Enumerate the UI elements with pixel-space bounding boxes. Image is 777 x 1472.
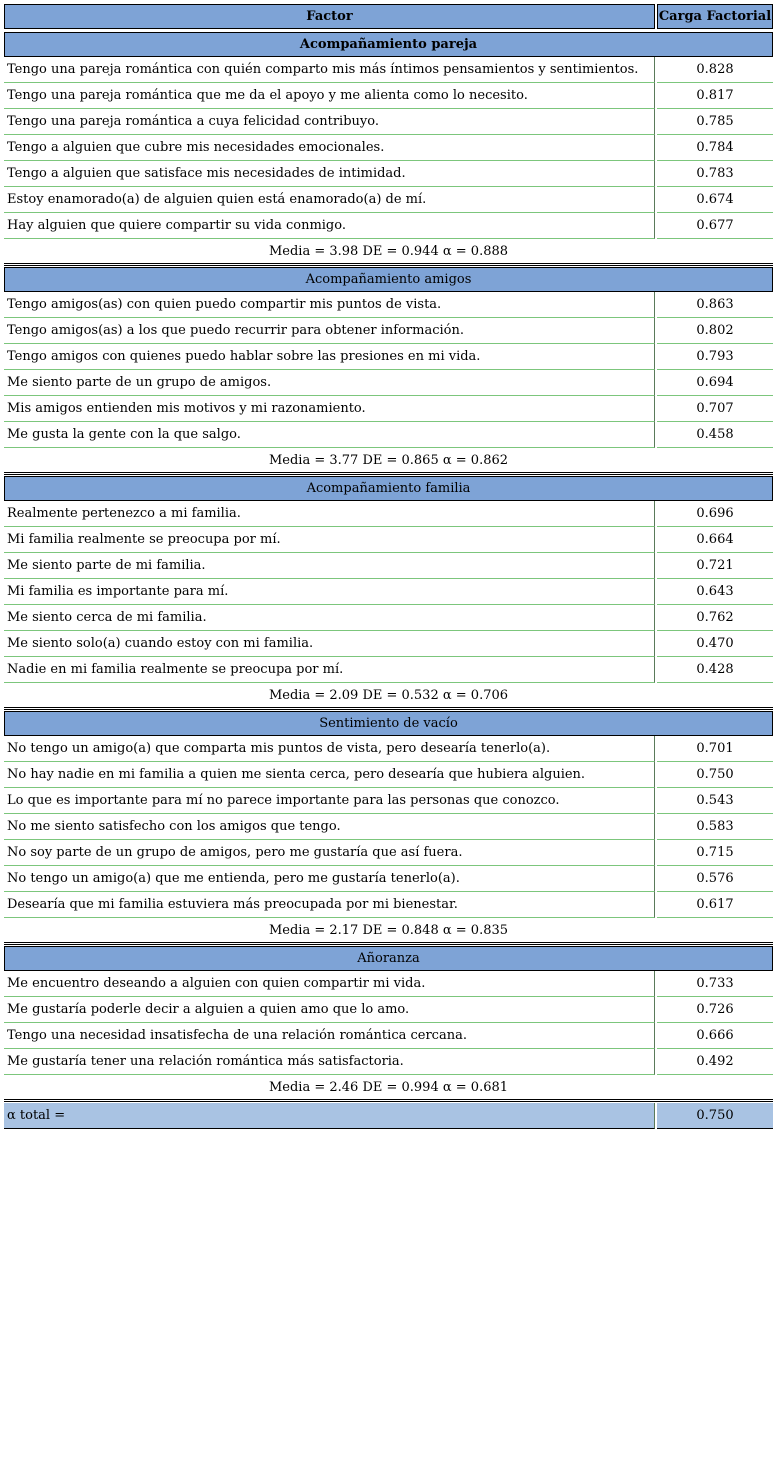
item-text: Tengo amigos(as) a los que puedo recurrir para obtener información. <box>4 318 655 344</box>
item-loading: 0.721 <box>657 553 773 579</box>
table-row <box>4 501 773 527</box>
table-row <box>4 736 773 762</box>
table-row <box>4 971 773 997</box>
section-title: Acompañamiento pareja <box>4 32 773 57</box>
item-text: Me siento cerca de mi familia. <box>4 605 655 631</box>
item-loading: 0.674 <box>657 187 773 213</box>
item-loading: 0.576 <box>657 866 773 892</box>
table-row <box>4 213 773 239</box>
table-row <box>4 892 773 918</box>
item-text: No soy parte de un grupo de amigos, pero me gustaría que así fuera. <box>4 840 655 866</box>
item-loading: 0.492 <box>657 1049 773 1075</box>
table-header <box>4 4 773 30</box>
item-text: No tengo un amigo(a) que me entienda, pero me gustaría tenerlo(a). <box>4 866 655 892</box>
item-loading: 0.784 <box>657 135 773 161</box>
table-row <box>4 997 773 1023</box>
table-row <box>4 83 773 109</box>
item-loading: 0.677 <box>657 213 773 239</box>
item-loading: 0.793 <box>657 344 773 370</box>
item-text: Tengo una pareja romántica que me da el apoyo y me alienta como lo necesito. <box>4 83 655 109</box>
item-text: Hay alguien que quiere compartir su vida conmigo. <box>4 213 655 239</box>
item-loading: 0.543 <box>657 788 773 814</box>
item-loading: 0.785 <box>657 109 773 135</box>
item-loading: 0.458 <box>657 422 773 448</box>
item-loading: 0.428 <box>657 657 773 683</box>
item-loading: 0.726 <box>657 997 773 1023</box>
item-text: Me siento parte de mi familia. <box>4 553 655 579</box>
item-text: Tengo una pareja romántica a cuya felicidad contribuyo. <box>4 109 655 135</box>
table-row <box>4 135 773 161</box>
table-row <box>4 109 773 135</box>
item-text: Tengo a alguien que cubre mis necesidades emocionales. <box>4 135 655 161</box>
item-loading: 0.802 <box>657 318 773 344</box>
item-text: Tengo amigos(as) con quien puedo compartir mis puntos de vista. <box>4 292 655 318</box>
section-summary <box>4 448 773 475</box>
item-text: No me siento satisfecho con los amigos que tengo. <box>4 814 655 840</box>
table-row <box>4 396 773 422</box>
item-loading: 0.750 <box>657 762 773 788</box>
item-text: Realmente pertenezco a mi familia. <box>4 501 655 527</box>
section-header <box>4 32 773 57</box>
section-summary <box>4 239 773 266</box>
item-text: Me siento solo(a) cuando estoy con mi familia. <box>4 631 655 657</box>
table-row <box>4 866 773 892</box>
item-loading: 0.666 <box>657 1023 773 1049</box>
table-row <box>4 605 773 631</box>
table-row <box>4 1023 773 1049</box>
summary-text: Media = 2.46 DE = 0.994 α = 0.681 <box>268 1079 509 1095</box>
item-loading: 0.783 <box>657 161 773 187</box>
table-row <box>4 370 773 396</box>
section-header <box>4 711 773 736</box>
table-row <box>4 553 773 579</box>
item-loading: 0.707 <box>657 396 773 422</box>
table-row <box>4 527 773 553</box>
item-text: No hay nadie en mi familia a quien me sienta cerca, pero desearía que hubiera alguien. <box>4 762 655 788</box>
item-text: Tengo a alguien que satisface mis necesidades de intimidad. <box>4 161 655 187</box>
section-title: Acompañamiento amigos <box>4 267 773 292</box>
table-row <box>4 161 773 187</box>
section-summary <box>4 1075 773 1102</box>
item-loading: 0.664 <box>657 527 773 553</box>
table-row <box>4 292 773 318</box>
section-header <box>4 267 773 292</box>
item-text: Me encuentro deseando a alguien con quien compartir mi vida. <box>4 971 655 997</box>
loading-column-header: Carga Factorial <box>657 4 773 29</box>
section-title: Sentimiento de vacío <box>4 711 773 736</box>
summary-text: Media = 2.17 DE = 0.848 α = 0.835 <box>268 922 509 938</box>
item-text: Nadie en mi familia realmente se preocupa por mí. <box>4 657 655 683</box>
item-loading: 0.617 <box>657 892 773 918</box>
table-row <box>4 814 773 840</box>
table-row <box>4 57 773 83</box>
table-row <box>4 762 773 788</box>
section-header <box>4 476 773 501</box>
table-body <box>4 32 773 1102</box>
summary-text: Media = 3.77 DE = 0.865 α = 0.862 <box>268 452 509 468</box>
item-text: Mi familia es importante para mí. <box>4 579 655 605</box>
item-text: Estoy enamorado(a) de alguien quien está enamorado(a) de mí. <box>4 187 655 213</box>
table-row <box>4 1049 773 1075</box>
total-value: 0.750 <box>657 1103 773 1129</box>
factor-column-header: Factor <box>4 4 655 29</box>
table-row <box>4 318 773 344</box>
item-loading: 0.828 <box>657 57 773 83</box>
item-loading: 0.817 <box>657 83 773 109</box>
summary-text: Media = 2.09 DE = 0.532 α = 0.706 <box>268 687 509 703</box>
table-row <box>4 187 773 213</box>
section-title: Añoranza <box>4 946 773 971</box>
table-row <box>4 344 773 370</box>
item-text: Tengo amigos con quienes puedo hablar sobre las presiones en mi vida. <box>4 344 655 370</box>
item-text: Me gusta la gente con la que salgo. <box>4 422 655 448</box>
section-summary <box>4 918 773 945</box>
item-text: Me gustaría tener una relación romántica más satisfactoria. <box>4 1049 655 1075</box>
item-loading: 0.643 <box>657 579 773 605</box>
item-text: Mi familia realmente se preocupa por mí. <box>4 527 655 553</box>
item-text: Me siento parte de un grupo de amigos. <box>4 370 655 396</box>
item-loading: 0.762 <box>657 605 773 631</box>
table-row <box>4 788 773 814</box>
table-row <box>4 422 773 448</box>
table-row <box>4 840 773 866</box>
item-text: Me gustaría poderle decir a alguien a quien amo que lo amo. <box>4 997 655 1023</box>
item-text: Desearía que mi familia estuviera más preocupada por mi bienestar. <box>4 892 655 918</box>
item-text: Tengo una pareja romántica con quién comparto mis más íntimos pensamientos y sentimientos. <box>4 57 655 83</box>
section-title: Acompañamiento familia <box>4 476 773 501</box>
item-loading: 0.694 <box>657 370 773 396</box>
item-text: No tengo un amigo(a) que comparta mis puntos de vista, pero desearía tenerlo(a). <box>4 736 655 762</box>
item-loading: 0.470 <box>657 631 773 657</box>
summary-text: Media = 3.98 DE = 0.944 α = 0.888 <box>268 243 509 259</box>
item-loading: 0.733 <box>657 971 773 997</box>
table-row <box>4 657 773 683</box>
item-text: Tengo una necesidad insatisfecha de una relación romántica cercana. <box>4 1023 655 1049</box>
total-label: α total = <box>4 1103 655 1129</box>
item-text: Lo que es importante para mí no parece importante para las personas que conozco. <box>4 788 655 814</box>
item-text: Mis amigos entienden mis motivos y mi razonamiento. <box>4 396 655 422</box>
item-loading: 0.701 <box>657 736 773 762</box>
section-header <box>4 946 773 971</box>
item-loading: 0.863 <box>657 292 773 318</box>
table-row <box>4 579 773 605</box>
factor-loadings-table <box>4 4 773 1129</box>
section-summary <box>4 683 773 710</box>
total-row <box>4 1103 773 1129</box>
item-loading: 0.715 <box>657 840 773 866</box>
item-loading: 0.696 <box>657 501 773 527</box>
item-loading: 0.583 <box>657 814 773 840</box>
table-row <box>4 631 773 657</box>
